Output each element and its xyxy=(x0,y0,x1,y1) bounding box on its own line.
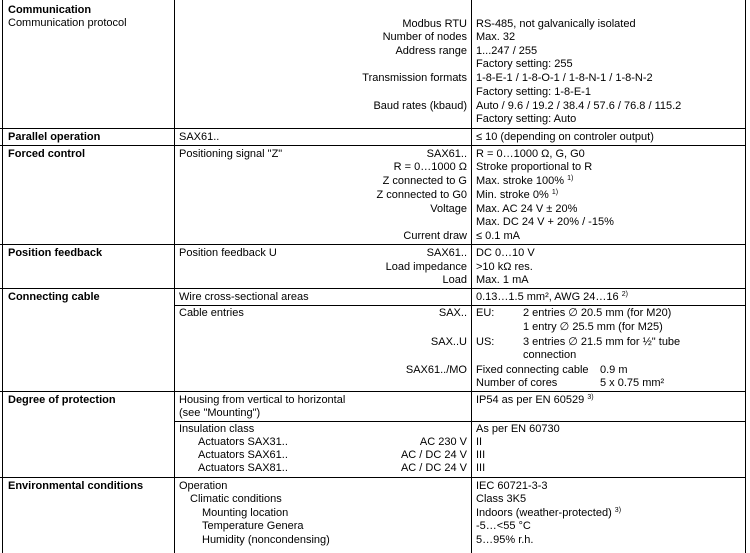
spec-label: R = 0…1000 Ω xyxy=(393,161,467,173)
spec-value: Factory setting: Auto xyxy=(476,113,577,125)
spec-value: 1-8-E-1 / 1-8-O-1 / 1-8-N-1 / 1-8-N-2 xyxy=(476,72,653,84)
spec-label: Z connected to G xyxy=(382,175,467,187)
forced-heading: Forced control xyxy=(8,148,86,160)
footnote-marker: 1) xyxy=(567,175,574,182)
spec-label: Address range xyxy=(395,45,467,57)
spec-value: connection xyxy=(523,349,577,361)
spec-label: SAX61.. xyxy=(426,247,467,259)
parallel-heading: Parallel operation xyxy=(8,131,101,143)
spec-value: >10 kΩ res. xyxy=(476,261,533,273)
grid-line xyxy=(745,0,746,553)
spec-value: Factory setting: 1-8-E-1 xyxy=(476,86,591,98)
parallel-value: ≤ 10 (depending on controler output) xyxy=(476,131,654,143)
positioning-signal-label: Positioning signal "Z" xyxy=(179,148,283,160)
grid-line xyxy=(0,145,746,146)
spec-value: Max. DC 24 V + 20% / -15% xyxy=(476,216,614,228)
actuator-class: III xyxy=(476,449,486,461)
grid-line xyxy=(0,477,746,478)
spec-value: Max. 1 mA xyxy=(476,274,529,286)
spec-value: -5…<55 °C xyxy=(476,520,531,532)
footnote-marker: 1) xyxy=(551,189,559,196)
grid-line xyxy=(2,0,3,553)
grid-line xyxy=(174,0,175,553)
spec-label: Number of cores xyxy=(476,377,558,389)
spec-value: DC 0…10 V xyxy=(476,247,535,259)
spec-label: Number of nodes xyxy=(382,31,467,43)
spec-label: Temperature Genera xyxy=(202,520,304,532)
spec-label: Climatic conditions xyxy=(190,493,282,505)
spec-value: Auto / 9.6 / 19.2 / 38.4 / 57.6 / 76.8 / 115.2 xyxy=(476,100,682,112)
spec-value: Max. 32 xyxy=(476,31,516,43)
insulation-label: Insulation class xyxy=(179,423,255,435)
spec-value: IEC 60721-3-3 xyxy=(476,480,548,492)
footnote-marker: 3) xyxy=(587,394,594,401)
actuator-name: Actuators SAX61.. xyxy=(198,449,288,461)
spec-label: Load xyxy=(442,274,467,286)
spec-value: Class 3K5 xyxy=(476,493,527,505)
feedback-heading: Position feedback xyxy=(8,247,103,259)
cable-entries-label: Cable entries xyxy=(179,307,244,319)
spec-label: Transmission formats xyxy=(362,72,467,84)
actuator-supply: AC / DC 24 V xyxy=(400,449,467,461)
grid-line xyxy=(471,0,472,553)
spec-label: Humidity (noncondensing) xyxy=(202,534,330,546)
spec-label: Modbus RTU xyxy=(402,18,467,30)
spec-label: Operation xyxy=(179,480,228,492)
spec-value: Max. stroke 100% $^{1)}$ xyxy=(476,175,574,187)
spec-value: Min. stroke 0% $^{1)}$ xyxy=(476,189,559,201)
actuator-name: Actuators SAX81.. xyxy=(198,462,288,474)
cable-heading: Connecting cable xyxy=(8,291,100,303)
spec-label: Fixed connecting cable xyxy=(476,364,589,376)
spec-value: 2 entries ∅ 20.5 mm (for M20) xyxy=(523,307,672,319)
grid-line xyxy=(0,288,746,289)
housing-note: (see "Mounting") xyxy=(179,407,261,419)
spec-value: Factory setting: 255 xyxy=(476,58,573,70)
spec-value: Stroke proportional to R xyxy=(476,161,593,173)
spec-value: R = 0…1000 Ω, G, G0 xyxy=(476,148,585,160)
housing-label: Housing from vertical to horizontal xyxy=(179,394,346,406)
wire-areas-label: Wire cross-sectional areas xyxy=(179,291,309,303)
communication-heading: Communication xyxy=(8,4,92,16)
spec-value: Indoors (weather-protected) $^{3)}$ xyxy=(476,507,622,519)
spec-value: 3 entries ∅ 21.5 mm for ½" tube xyxy=(523,336,681,348)
footnote-marker: 2) xyxy=(621,291,628,298)
grid-line xyxy=(0,128,746,129)
actuator-class: II xyxy=(476,436,483,448)
actuator-supply: AC / DC 24 V xyxy=(400,462,467,474)
spec-value: 1...247 / 255 xyxy=(476,45,538,57)
region-eu: EU: xyxy=(476,307,495,319)
spec-label: Current draw xyxy=(403,230,467,242)
spec-value: ≤ 0.1 mA xyxy=(476,230,520,242)
grid-line xyxy=(0,244,746,245)
spec-value: 0.9 m xyxy=(600,364,628,376)
spec-label: SAX61../MO xyxy=(405,364,467,376)
actuator-class: III xyxy=(476,462,486,474)
spec-value: 5…95% r.h. xyxy=(476,534,534,546)
spec-label: SAX61.. xyxy=(426,148,467,160)
spec-label: SAX..U xyxy=(430,336,467,348)
actuator-supply: AC 230 V xyxy=(419,436,467,448)
protection-heading: Degree of protection xyxy=(8,394,116,406)
spec-label: Baud rates (kbaud) xyxy=(373,100,467,112)
grid-line xyxy=(0,391,746,392)
spec-label: Load impedance xyxy=(385,261,467,273)
footnote-marker: 3) xyxy=(614,507,622,514)
spec-value: 5 x 0.75 mm² xyxy=(600,377,665,389)
ip-value: IP54 as per EN 60529 $^{3)}$ xyxy=(476,394,594,406)
spec-value: RS-485, not galvanically isolated xyxy=(476,18,636,30)
spec-label: Mounting location xyxy=(202,507,289,519)
wire-areas-value: 0.13…1.5 mm², AWG 24…16 $^{2)}$ xyxy=(476,291,628,303)
region-us: US: xyxy=(476,336,495,348)
grid-line xyxy=(174,305,746,306)
spec-label: SAX.. xyxy=(438,307,467,319)
spec-value: Max. AC 24 V ± 20% xyxy=(476,203,578,215)
parallel-label: SAX61.. xyxy=(179,131,220,143)
spec-label: Voltage xyxy=(430,203,467,215)
actuator-name: Actuators SAX31.. xyxy=(198,436,288,448)
grid-line xyxy=(174,421,746,422)
spec-label: Z connected to G0 xyxy=(376,189,467,201)
communication-protocol-label: Communication protocol xyxy=(8,17,127,29)
spec-value: 1 entry ∅ 25.5 mm (for M25) xyxy=(523,321,663,333)
environment-heading: Environmental conditions xyxy=(8,480,144,492)
insulation-value: As per EN 60730 xyxy=(476,423,560,435)
feedback-signal-label: Position feedback U xyxy=(179,247,277,259)
